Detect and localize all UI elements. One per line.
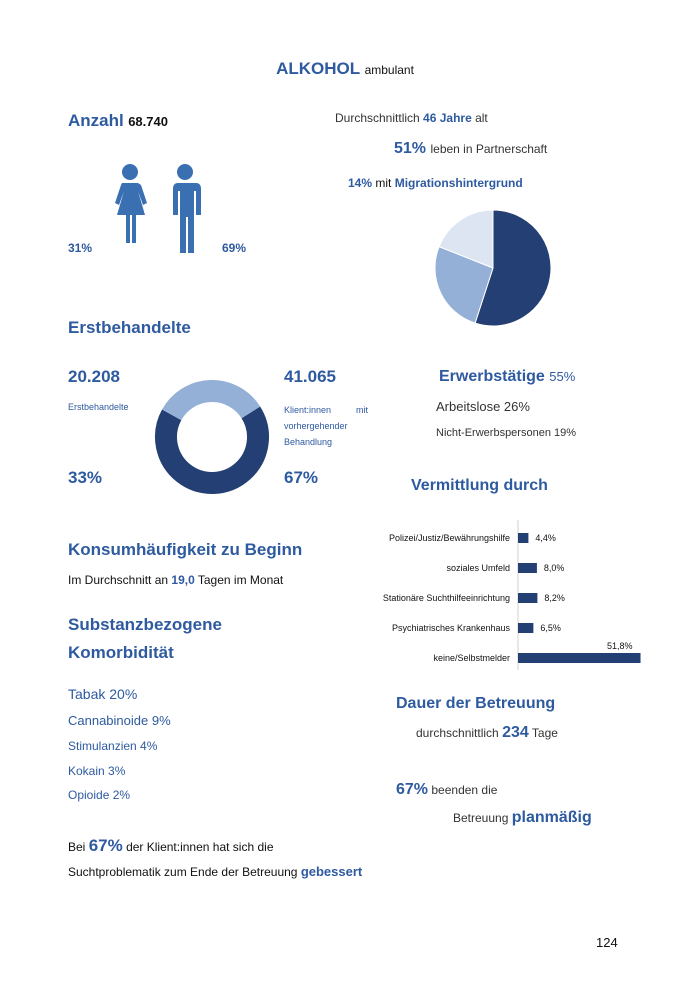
bar: [518, 653, 641, 663]
erst-right-label-2: mit: [356, 405, 368, 415]
vermittlung-bar-chart: [345, 520, 650, 670]
dauer-line: [416, 724, 558, 742]
bar-category-label: keine/Selbstmelder: [433, 653, 510, 663]
age-line: [335, 111, 488, 125]
vermittlung-heading: Vermittlung durch: [411, 477, 548, 494]
erst-right-label-1: Klient:innen: [284, 405, 332, 415]
partner-line: [394, 140, 547, 158]
erst-donut-chart: [152, 377, 272, 497]
bar-value-label: 4,4%: [535, 533, 556, 543]
employment-pie-chart: [430, 205, 556, 331]
female-icon: [115, 164, 147, 243]
erwerb-line-1: [439, 368, 575, 386]
bar-value-label: 6,5%: [540, 623, 561, 633]
erst-right-value: 41.065: [284, 367, 336, 386]
erst-right-pct: 67%: [284, 468, 319, 487]
beenden-text2: Betreuung: [453, 811, 509, 825]
title-sub: ambulant: [364, 63, 414, 77]
verbessert-line-2: [68, 864, 362, 879]
male-pct: 69%: [222, 241, 247, 255]
dauer-suffix: Tage: [531, 726, 558, 740]
bar: [518, 593, 537, 603]
migration-line: [348, 176, 523, 190]
verbessert-text1: der Klient:innen hat sich die: [126, 840, 274, 854]
gender-figures: [108, 162, 208, 256]
anzahl-label: Anzahl: [68, 111, 124, 130]
page-number: 124: [596, 935, 618, 950]
erst-heading: Erstbehandelte: [68, 318, 191, 337]
bar-category-label: soziales Umfeld: [446, 563, 510, 573]
erst-right-label-4: Behandlung: [284, 437, 333, 447]
dauer-heading: Dauer der Betreuung: [396, 695, 556, 712]
age-value: 46 Jahre: [423, 111, 472, 125]
erwerb-label: Erwerbstätige: [439, 368, 545, 385]
komorb-item: Tabak 20%: [68, 686, 138, 702]
bar-category-label: Psychiatrisches Krankenhaus: [391, 623, 510, 633]
bar-value-label: 51,8%: [606, 641, 633, 651]
migration-mid: mit: [375, 176, 392, 190]
komorb-item: Cannabinoide 9%: [68, 713, 171, 728]
verbessert-prefix: Bei: [68, 840, 86, 854]
page-title: [0, 59, 690, 79]
verbessert-value: 67%: [88, 836, 123, 855]
male-icon: [173, 164, 201, 253]
dauer-prefix: durchschnittlich: [416, 726, 499, 740]
beenden-value: 67%: [396, 781, 429, 798]
verbessert-text2: Suchtproblematik zum Ende der Betreuung: [68, 865, 298, 879]
beenden-line-1: [396, 781, 497, 799]
erst-right-label: [284, 402, 368, 450]
beenden-highlight: planmäßig: [511, 809, 592, 826]
komorb-heading-1: Substanzbezogene: [68, 615, 222, 634]
erst-left-value: 20.208: [68, 367, 120, 386]
bar-category-label: Polizei/Justiz/Bewährungshilfe: [388, 533, 510, 543]
age-suffix: alt: [475, 111, 488, 125]
anzahl-value: 68.740: [128, 114, 168, 129]
komorb-item: Opioide 2%: [68, 788, 131, 802]
konsum-prefix: Im Durchschnitt an: [68, 573, 169, 587]
verbessert-highlight: gebessert: [300, 864, 363, 879]
bar: [518, 623, 533, 633]
komorb-heading-2: Komorbidität: [68, 643, 174, 662]
donut-hole: [178, 403, 247, 472]
konsum-suffix: Tagen im Monat: [197, 573, 284, 587]
bar-value-label: 8,0%: [543, 563, 565, 573]
konsum-heading: Konsumhäufigkeit zu Beginn: [68, 540, 303, 559]
female-pct: 31%: [68, 241, 93, 255]
migration-value: 14%: [348, 176, 373, 190]
dauer-value: 234: [502, 724, 529, 741]
bar-value-label: 8,2%: [544, 593, 565, 603]
beenden-line-2: [453, 809, 592, 827]
erwerb-value: 55%: [549, 369, 576, 384]
verbessert-line-1: [68, 836, 274, 856]
anzahl: [68, 111, 168, 131]
komorb-item: Stimulanzien 4%: [68, 739, 158, 753]
partner-text: leben in Partnerschaft: [430, 142, 548, 156]
partner-value: 51%: [394, 140, 427, 157]
erst-right-label-3: vorhergehender: [284, 421, 348, 431]
title-main: ALKOHOL: [276, 59, 361, 78]
erwerb-line-2: Arbeitslose 26%: [436, 399, 530, 414]
konsum-line: [68, 573, 283, 587]
migration-text: Migrationshintergrund: [394, 176, 523, 190]
komorb-item: Kokain 3%: [68, 764, 126, 778]
bar: [518, 563, 537, 573]
age-prefix: Durchschnittlich: [335, 111, 420, 125]
bar-category-label: Stationäre Suchthilfeeinrichtung: [382, 593, 510, 603]
erwerb-line-3: Nicht-Erwerbspersonen 19%: [436, 427, 577, 439]
konsum-value: 19,0: [171, 573, 195, 587]
erst-left-pct: 33%: [68, 468, 103, 487]
erst-left-label: Erstbehandelte: [68, 402, 129, 412]
beenden-text1: beenden die: [431, 783, 498, 797]
bar: [518, 533, 528, 543]
